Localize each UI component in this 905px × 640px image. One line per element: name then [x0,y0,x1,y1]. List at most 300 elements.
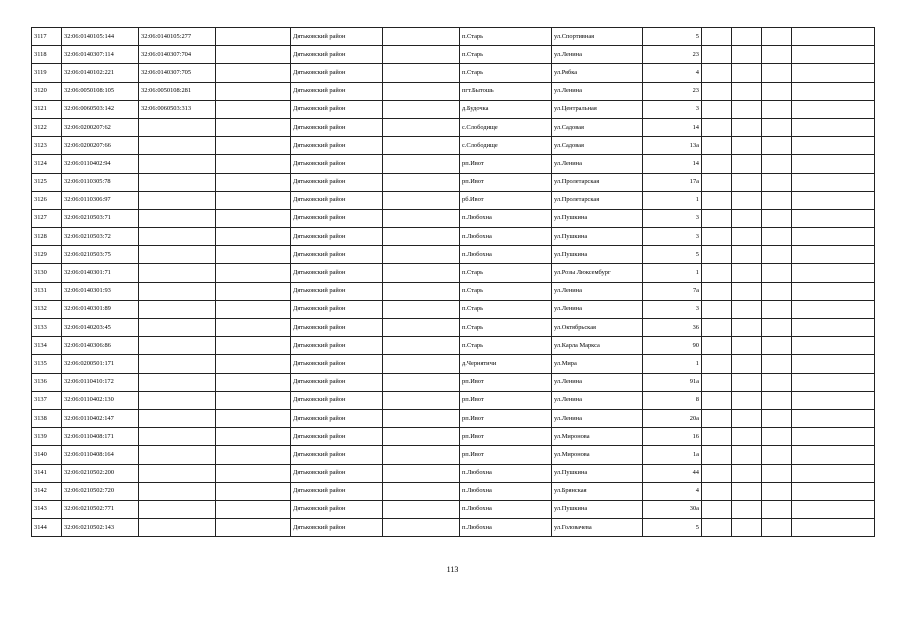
district-cell: Дятьковский район [291,519,383,537]
empty-cell [792,409,875,427]
settlement-cell: п.Старь [460,300,552,318]
district-cell: Дятьковский район [291,464,383,482]
linked-cadastral-number-cell [139,373,216,391]
row-number-cell: 3134 [32,337,62,355]
empty-cell [383,464,460,482]
empty-cell [216,319,291,337]
empty-cell [702,28,732,46]
cadastral-number-cell: 32:06:0210503:75 [62,246,139,264]
house-number-cell: 16 [643,428,702,446]
row-number-cell: 3141 [32,464,62,482]
empty-cell [216,428,291,446]
table-row [32,137,875,155]
district-cell: Дятьковский район [291,100,383,118]
empty-cell [216,100,291,118]
empty-cell [216,373,291,391]
cadastral-number-cell: 32:06:0200207:66 [62,137,139,155]
empty-cell [383,373,460,391]
district-cell: Дятьковский район [291,319,383,337]
empty-cell [216,500,291,518]
cadastral-number-cell: 32:06:0210502:200 [62,464,139,482]
district-cell: Дятьковский район [291,209,383,227]
table-row [32,282,875,300]
street-cell: ул.Пушкина [552,209,643,227]
settlement-cell: п.Старь [460,46,552,64]
empty-cell [216,464,291,482]
table-row [32,191,875,209]
empty-cell [762,500,792,518]
street-cell: ул.Пролетарская [552,173,643,191]
empty-cell [732,118,762,136]
settlement-cell: рп.Ивот [460,373,552,391]
linked-cadastral-number-cell [139,118,216,136]
empty-cell [762,246,792,264]
cadastral-number-cell: 32:06:0140307:114 [62,46,139,64]
house-number-cell: 3 [643,209,702,227]
empty-cell [702,500,732,518]
table-row [32,28,875,46]
empty-cell [762,373,792,391]
cadastral-number-cell: 32:06:0210502:143 [62,519,139,537]
linked-cadastral-number-cell [139,355,216,373]
empty-cell [732,228,762,246]
settlement-cell: п.Старь [460,264,552,282]
settlement-cell: п.Любохна [460,228,552,246]
linked-cadastral-number-cell [139,482,216,500]
street-cell: ул.Рябка [552,64,643,82]
house-number-cell: 30а [643,500,702,518]
empty-cell [383,319,460,337]
empty-cell [792,209,875,227]
linked-cadastral-number-cell [139,319,216,337]
cadastral-number-cell: 32:06:0140301:93 [62,282,139,300]
street-cell: ул.Ленина [552,282,643,300]
empty-cell [762,28,792,46]
empty-cell [732,519,762,537]
empty-cell [216,246,291,264]
district-cell: Дятьковский район [291,46,383,64]
empty-cell [216,118,291,136]
district-cell: Дятьковский район [291,137,383,155]
empty-cell [216,446,291,464]
empty-cell [216,28,291,46]
empty-cell [762,173,792,191]
empty-cell [702,82,732,100]
house-number-cell: 5 [643,519,702,537]
table-row [32,373,875,391]
cadastral-number-cell: 32:06:0210503:72 [62,228,139,246]
empty-cell [216,228,291,246]
street-cell: ул.Ленина [552,155,643,173]
street-cell: ул.Розы Люксембург [552,264,643,282]
settlement-cell: с.Слободище [460,137,552,155]
house-number-cell: 8 [643,391,702,409]
linked-cadastral-number-cell [139,264,216,282]
row-number-cell: 3132 [32,300,62,318]
row-number-cell: 3119 [32,64,62,82]
settlement-cell: п.Любохна [460,500,552,518]
house-number-cell: 1а [643,446,702,464]
house-number-cell: 4 [643,482,702,500]
district-cell: Дятьковский район [291,391,383,409]
empty-cell [732,282,762,300]
settlement-cell: рп.Ивот [460,409,552,427]
empty-cell [762,46,792,64]
empty-cell [792,519,875,537]
house-number-cell: 20а [643,409,702,427]
settlement-cell: п.Любохна [460,519,552,537]
empty-cell [762,100,792,118]
table-row [32,209,875,227]
empty-cell [792,64,875,82]
street-cell: ул.Спортивная [552,28,643,46]
district-cell: Дятьковский район [291,64,383,82]
linked-cadastral-number-cell [139,282,216,300]
cadastral-number-cell: 32:06:0140306:86 [62,337,139,355]
empty-cell [762,209,792,227]
empty-cell [762,428,792,446]
table-row [32,446,875,464]
empty-cell [762,64,792,82]
empty-cell [216,173,291,191]
cadastral-number-cell: 32:06:0110410:172 [62,373,139,391]
empty-cell [762,519,792,537]
table-row [32,118,875,136]
district-cell: Дятьковский район [291,446,383,464]
linked-cadastral-number-cell [139,137,216,155]
house-number-cell: 5 [643,28,702,46]
empty-cell [762,482,792,500]
empty-cell [702,209,732,227]
cadastral-number-cell: 32:06:0140301:71 [62,264,139,282]
empty-cell [383,155,460,173]
empty-cell [702,464,732,482]
empty-cell [702,228,732,246]
cadastral-number-cell: 32:06:0210502:771 [62,500,139,518]
cadastral-number-cell: 32:06:0140102:221 [62,64,139,82]
street-cell: ул.Брянская [552,482,643,500]
street-cell: ул.Ленина [552,391,643,409]
empty-cell [216,46,291,64]
empty-cell [383,228,460,246]
house-number-cell: 13а [643,137,702,155]
table-row [32,409,875,427]
street-cell: ул.Центральная [552,100,643,118]
cadastral-number-cell: 32:06:0110402:147 [62,409,139,427]
row-number-cell: 3118 [32,46,62,64]
empty-cell [702,173,732,191]
row-number-cell: 3117 [32,28,62,46]
empty-cell [762,300,792,318]
cadastral-number-cell: 32:06:0140105:144 [62,28,139,46]
street-cell: ул.Садовая [552,118,643,136]
linked-cadastral-number-cell: 32:06:0060503:313 [139,100,216,118]
empty-cell [383,100,460,118]
street-cell: ул.Миронова [552,446,643,464]
table-row [32,100,875,118]
house-number-cell: 90 [643,337,702,355]
empty-cell [732,500,762,518]
empty-cell [792,373,875,391]
street-cell: ул.Головачева [552,519,643,537]
house-number-cell: 23 [643,82,702,100]
empty-cell [702,282,732,300]
table-row [32,264,875,282]
empty-cell [762,137,792,155]
empty-cell [702,337,732,355]
district-cell: Дятьковский район [291,228,383,246]
settlement-cell: п.Старь [460,64,552,82]
linked-cadastral-number-cell [139,191,216,209]
empty-cell [732,173,762,191]
empty-cell [383,209,460,227]
empty-cell [732,464,762,482]
linked-cadastral-number-cell [139,409,216,427]
empty-cell [792,118,875,136]
table-row [32,337,875,355]
street-cell: ул.Ленина [552,373,643,391]
street-cell: ул.Миронова [552,428,643,446]
row-number-cell: 3137 [32,391,62,409]
empty-cell [702,64,732,82]
empty-cell [383,282,460,300]
empty-cell [762,446,792,464]
empty-cell [732,355,762,373]
district-cell: Дятьковский район [291,282,383,300]
street-cell: ул.Мира [552,355,643,373]
empty-cell [792,319,875,337]
district-cell: Дятьковский район [291,82,383,100]
empty-cell [732,409,762,427]
district-cell: Дятьковский район [291,155,383,173]
row-number-cell: 3131 [32,282,62,300]
table-body [32,28,875,537]
empty-cell [792,173,875,191]
empty-cell [702,100,732,118]
empty-cell [732,28,762,46]
empty-cell [383,337,460,355]
district-cell: Дятьковский район [291,264,383,282]
linked-cadastral-number-cell [139,337,216,355]
settlement-cell: п.Старь [460,28,552,46]
house-number-cell: 5 [643,246,702,264]
settlement-cell: с.Слободище [460,118,552,136]
empty-cell [702,319,732,337]
street-cell: ул.Ленина [552,300,643,318]
empty-cell [792,100,875,118]
empty-cell [383,500,460,518]
empty-cell [732,209,762,227]
street-cell: ул.Октябрьская [552,319,643,337]
empty-cell [792,82,875,100]
empty-cell [383,246,460,264]
empty-cell [792,482,875,500]
row-number-cell: 3138 [32,409,62,427]
street-cell: ул.Пушкина [552,464,643,482]
settlement-cell: п.Любохна [460,209,552,227]
empty-cell [792,282,875,300]
empty-cell [732,337,762,355]
cadastral-number-cell: 32:06:0110402:130 [62,391,139,409]
empty-cell [792,155,875,173]
empty-cell [383,428,460,446]
empty-cell [792,300,875,318]
empty-cell [383,46,460,64]
linked-cadastral-number-cell: 32:06:0140307:705 [139,64,216,82]
row-number-cell: 3136 [32,373,62,391]
table-row [32,482,875,500]
settlement-cell: п.Любохна [460,246,552,264]
linked-cadastral-number-cell [139,228,216,246]
registry-table [31,27,875,537]
row-number-cell: 3135 [32,355,62,373]
empty-cell [792,28,875,46]
row-number-cell: 3143 [32,500,62,518]
linked-cadastral-number-cell [139,446,216,464]
row-number-cell: 3124 [32,155,62,173]
row-number-cell: 3121 [32,100,62,118]
empty-cell [216,482,291,500]
empty-cell [732,482,762,500]
cadastral-number-cell: 32:06:0140301:89 [62,300,139,318]
house-number-cell: 1 [643,264,702,282]
house-number-cell: 3 [643,300,702,318]
empty-cell [732,264,762,282]
empty-cell [732,428,762,446]
empty-cell [216,409,291,427]
settlement-cell: п.Старь [460,319,552,337]
cadastral-number-cell: 32:06:0200207:62 [62,118,139,136]
row-number-cell: 3129 [32,246,62,264]
empty-cell [792,246,875,264]
row-number-cell: 3123 [32,137,62,155]
empty-cell [702,46,732,64]
cadastral-number-cell: 32:06:0110408:171 [62,428,139,446]
empty-cell [702,391,732,409]
street-cell: ул.Садовая [552,137,643,155]
district-cell: Дятьковский район [291,246,383,264]
empty-cell [383,118,460,136]
empty-cell [792,228,875,246]
settlement-cell: пгт.Бытошь [460,82,552,100]
empty-cell [702,155,732,173]
empty-cell [732,246,762,264]
empty-cell [732,391,762,409]
street-cell: ул.Ленина [552,46,643,64]
empty-cell [216,391,291,409]
row-number-cell: 3142 [32,482,62,500]
cadastral-number-cell: 32:06:0110408:164 [62,446,139,464]
empty-cell [383,264,460,282]
empty-cell [792,464,875,482]
empty-cell [216,64,291,82]
house-number-cell: 23 [643,46,702,64]
row-number-cell: 3144 [32,519,62,537]
empty-cell [216,355,291,373]
cadastral-number-cell: 32:06:0140203:45 [62,319,139,337]
linked-cadastral-number-cell [139,246,216,264]
empty-cell [792,264,875,282]
empty-cell [383,300,460,318]
empty-cell [383,191,460,209]
empty-cell [792,46,875,64]
row-number-cell: 3133 [32,319,62,337]
district-cell: Дятьковский район [291,300,383,318]
empty-cell [732,446,762,464]
empty-cell [702,137,732,155]
district-cell: Дятьковский район [291,355,383,373]
empty-cell [762,191,792,209]
settlement-cell: рп.Ивот [460,155,552,173]
settlement-cell: п.Любохна [460,482,552,500]
linked-cadastral-number-cell: 32:06:0140105:277 [139,28,216,46]
house-number-cell: 4 [643,64,702,82]
empty-cell [762,155,792,173]
empty-cell [702,373,732,391]
house-number-cell: 1 [643,191,702,209]
district-cell: Дятьковский район [291,118,383,136]
settlement-cell: п.Старь [460,337,552,355]
empty-cell [702,482,732,500]
row-number-cell: 3125 [32,173,62,191]
street-cell: ул.Карла Маркса [552,337,643,355]
empty-cell [702,355,732,373]
empty-cell [702,246,732,264]
empty-cell [792,500,875,518]
house-number-cell: 14 [643,118,702,136]
cadastral-number-cell: 32:06:0110306:97 [62,191,139,209]
empty-cell [702,300,732,318]
empty-cell [762,319,792,337]
empty-cell [702,409,732,427]
empty-cell [383,519,460,537]
cadastral-number-cell: 32:06:0210503:71 [62,209,139,227]
table-row [32,319,875,337]
empty-cell [762,409,792,427]
empty-cell [792,337,875,355]
row-number-cell: 3130 [32,264,62,282]
empty-cell [762,391,792,409]
empty-cell [732,64,762,82]
street-cell: ул.Ленина [552,82,643,100]
table-row [32,464,875,482]
cadastral-number-cell: 32:06:0110402:94 [62,155,139,173]
table-row [32,500,875,518]
district-cell: Дятьковский район [291,191,383,209]
empty-cell [762,337,792,355]
table-row [32,391,875,409]
district-cell: Дятьковский район [291,409,383,427]
empty-cell [762,228,792,246]
settlement-cell: д.Будочка [460,100,552,118]
house-number-cell: 3 [643,228,702,246]
linked-cadastral-number-cell [139,173,216,191]
street-cell: ул.Пушкина [552,246,643,264]
empty-cell [383,391,460,409]
house-number-cell: 91а [643,373,702,391]
linked-cadastral-number-cell [139,300,216,318]
house-number-cell: 36 [643,319,702,337]
empty-cell [216,155,291,173]
table-row [32,82,875,100]
empty-cell [792,446,875,464]
settlement-cell: рп.Ивот [460,446,552,464]
empty-cell [792,391,875,409]
empty-cell [762,264,792,282]
empty-cell [732,46,762,64]
empty-cell [702,118,732,136]
empty-cell [216,82,291,100]
